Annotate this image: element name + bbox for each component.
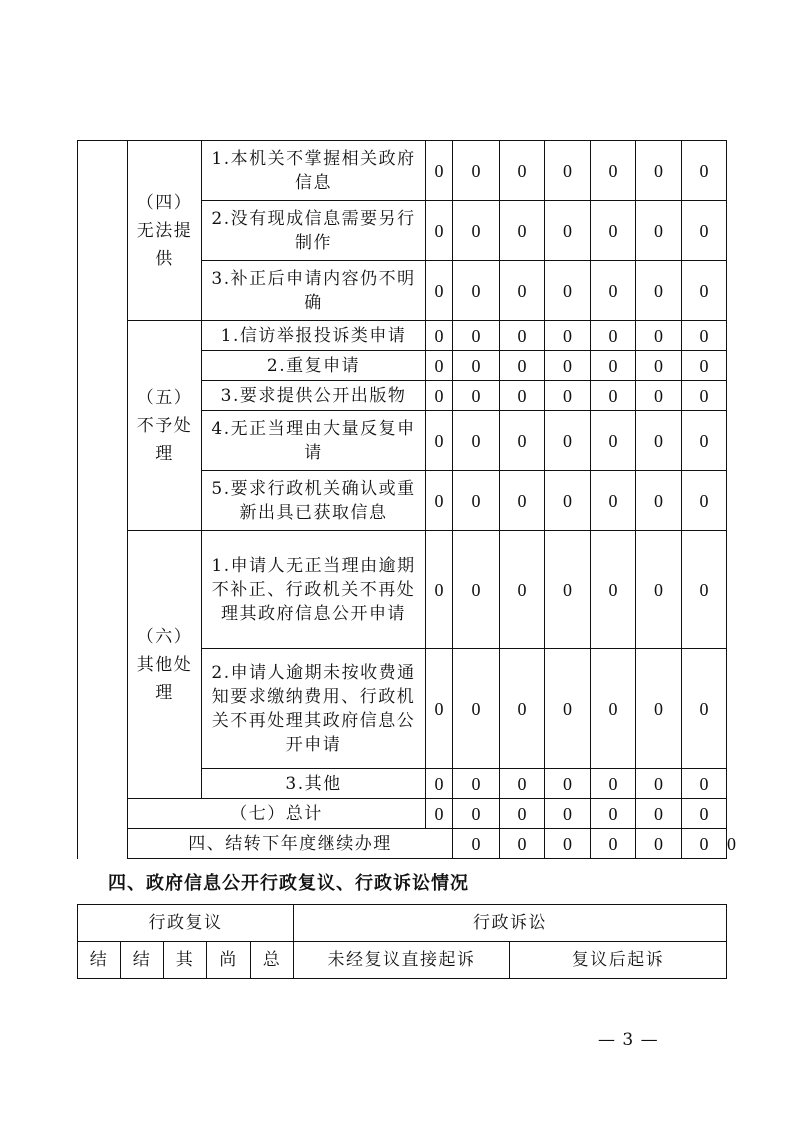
value-cell: 0	[636, 471, 682, 531]
value-cell: 0	[500, 769, 545, 799]
value-cell: 0	[591, 829, 636, 859]
carry-over-label: 四、结转下年度继续办理	[128, 829, 453, 859]
value-cell: 0	[636, 381, 682, 411]
application-results-table	[77, 140, 736, 859]
value-cell: 0	[453, 261, 500, 321]
value-cell: 0	[636, 649, 682, 769]
value-cell: 0	[545, 381, 591, 411]
value-cell: 0	[545, 351, 591, 381]
value-cell: 0	[591, 321, 636, 351]
value-cell: 0	[545, 321, 591, 351]
value-cell: 0	[500, 201, 545, 261]
value-cell: 0	[636, 141, 682, 201]
value-cell: 0	[545, 261, 591, 321]
review-col-header: 结	[121, 942, 164, 979]
item-label: 1.申请人无正当理由逾期不补正、行政机关不再处理其政府信息公开申请	[202, 531, 426, 649]
value-cell: 0	[453, 351, 500, 381]
admin-review-header: 行政复议	[78, 905, 294, 942]
value-cell: 0	[591, 351, 636, 381]
value-cell: 0	[545, 649, 591, 769]
item-label: 3.要求提供公开出版物	[202, 381, 426, 411]
value-cell: 0	[545, 531, 591, 649]
review-col-header: 尚	[207, 942, 251, 979]
value-cell: 0	[500, 471, 545, 531]
value-cell: 0	[682, 829, 727, 859]
item-label: 2.没有现成信息需要另行制作	[202, 201, 426, 261]
value-cell: 0	[682, 799, 727, 829]
value-cell: 0	[591, 201, 636, 261]
value-cell: 0	[426, 261, 453, 321]
value-cell: 0	[636, 261, 682, 321]
value-cell: 0	[500, 141, 545, 201]
value-cell: 0	[591, 411, 636, 471]
value-cell: 0	[500, 799, 545, 829]
value-cell: 0	[500, 381, 545, 411]
value-cell: 0	[453, 799, 500, 829]
category-cell: （六）其他处理	[128, 531, 202, 799]
value-cell: 0	[453, 471, 500, 531]
value-cell: 0	[426, 769, 453, 799]
value-cell: 0	[453, 531, 500, 649]
value-cell: 0	[682, 411, 727, 471]
value-cell: 0	[591, 381, 636, 411]
value-cell: 0	[453, 769, 500, 799]
carry-over-row: 四、结转下年度继续办理 0 0 0 0 0 0 0	[78, 829, 727, 859]
value-cell: 0	[591, 769, 636, 799]
review-col-header: 总	[251, 942, 294, 979]
value-cell: 0	[636, 799, 682, 829]
table-row	[78, 321, 727, 351]
value-cell: 0	[500, 531, 545, 649]
admin-litigation-header: 行政诉讼	[294, 905, 727, 942]
item-label: 3.补正后申请内容仍不明确	[202, 261, 426, 321]
value-cell: 0	[426, 351, 453, 381]
value-cell: 0	[636, 531, 682, 649]
value-cell: 0	[591, 799, 636, 829]
value-cell: 0	[591, 141, 636, 201]
value-cell: 0	[636, 411, 682, 471]
value-cell: 0	[426, 201, 453, 261]
value-cell: 0	[591, 649, 636, 769]
after-review-suit-header: 复议后起诉	[510, 942, 727, 979]
value-cell: 0	[682, 351, 727, 381]
item-label: 5.要求行政机关确认或重新出具已获取信息	[202, 471, 426, 531]
category-cell: （四）无法提供	[128, 141, 202, 321]
value-cell: 0	[682, 649, 727, 769]
page-number: — 3 —	[598, 1030, 659, 1050]
value-cell: 0	[682, 321, 727, 351]
value-cell: 0	[500, 351, 545, 381]
value-cell: 0	[453, 829, 500, 859]
value-cell: 0	[545, 799, 591, 829]
value-cell: 0	[426, 799, 453, 829]
value-cell: 0	[591, 471, 636, 531]
review-col-header: 结	[78, 942, 121, 979]
value-cell: 0	[545, 201, 591, 261]
value-cell: 0	[636, 351, 682, 381]
value-cell: 0	[453, 649, 500, 769]
value-cell: 0	[545, 471, 591, 531]
value-cell: 0	[426, 471, 453, 531]
item-label: 2.申请人逾期未按收费通知要求缴纳费用、行政机关不再处理其政府信息公开申请	[202, 649, 426, 769]
value-cell: 0	[591, 261, 636, 321]
value-cell: 0	[682, 381, 727, 411]
total-label: （七）总计	[128, 799, 426, 829]
value-cell: 0	[453, 141, 500, 201]
value-cell: 0	[426, 321, 453, 351]
value-cell: 0	[682, 261, 727, 321]
value-cell: 0	[426, 141, 453, 201]
value-cell: 0	[682, 141, 727, 201]
value-cell: 0	[500, 321, 545, 351]
value-cell: 0	[500, 649, 545, 769]
value-cell: 0	[636, 829, 682, 859]
value-cell: 0	[545, 769, 591, 799]
value-cell: 0	[453, 381, 500, 411]
table-row	[78, 141, 727, 201]
table-row	[78, 942, 727, 979]
value-cell: 0	[426, 531, 453, 649]
total-row	[78, 799, 727, 829]
value-cell: 0	[500, 411, 545, 471]
item-label: 1.本机关不掌握相关政府信息	[202, 141, 426, 201]
value-cell: 0	[682, 471, 727, 531]
value-cell: 0	[636, 321, 682, 351]
category-cell: （五）不予处理	[128, 321, 202, 531]
value-cell: 0	[682, 531, 727, 649]
value-cell: 0	[682, 769, 727, 799]
value-cell: 0	[453, 411, 500, 471]
value-cell: 0	[545, 829, 591, 859]
item-label: 2.重复申请	[202, 351, 426, 381]
review-litigation-table	[77, 904, 727, 979]
value-cell: 0	[426, 411, 453, 471]
value-cell: 0	[500, 261, 545, 321]
value-cell: 0	[545, 411, 591, 471]
table-row	[78, 905, 727, 942]
value-cell: 0	[500, 829, 545, 859]
value-cell: 0	[426, 649, 453, 769]
value-cell: 0	[426, 381, 453, 411]
table-row	[78, 531, 727, 649]
item-label: 3.其他	[202, 769, 426, 799]
direct-suit-header: 未经复议直接起诉	[294, 942, 510, 979]
blank-column	[78, 141, 128, 859]
item-label: 4.无正当理由大量反复申请	[202, 411, 426, 471]
value-cell: 0	[545, 141, 591, 201]
value-cell: 0	[636, 769, 682, 799]
value-cell: 0	[591, 531, 636, 649]
value-cell: 0	[453, 321, 500, 351]
value-cell: 0	[682, 201, 727, 261]
value-cell: 0	[453, 201, 500, 261]
value-cell: 0	[636, 201, 682, 261]
item-label: 1.信访举报投诉类申请	[202, 321, 426, 351]
review-col-header: 其	[164, 942, 207, 979]
section-heading: 四、政府信息公开行政复议、行政诉讼情况	[108, 873, 469, 894]
